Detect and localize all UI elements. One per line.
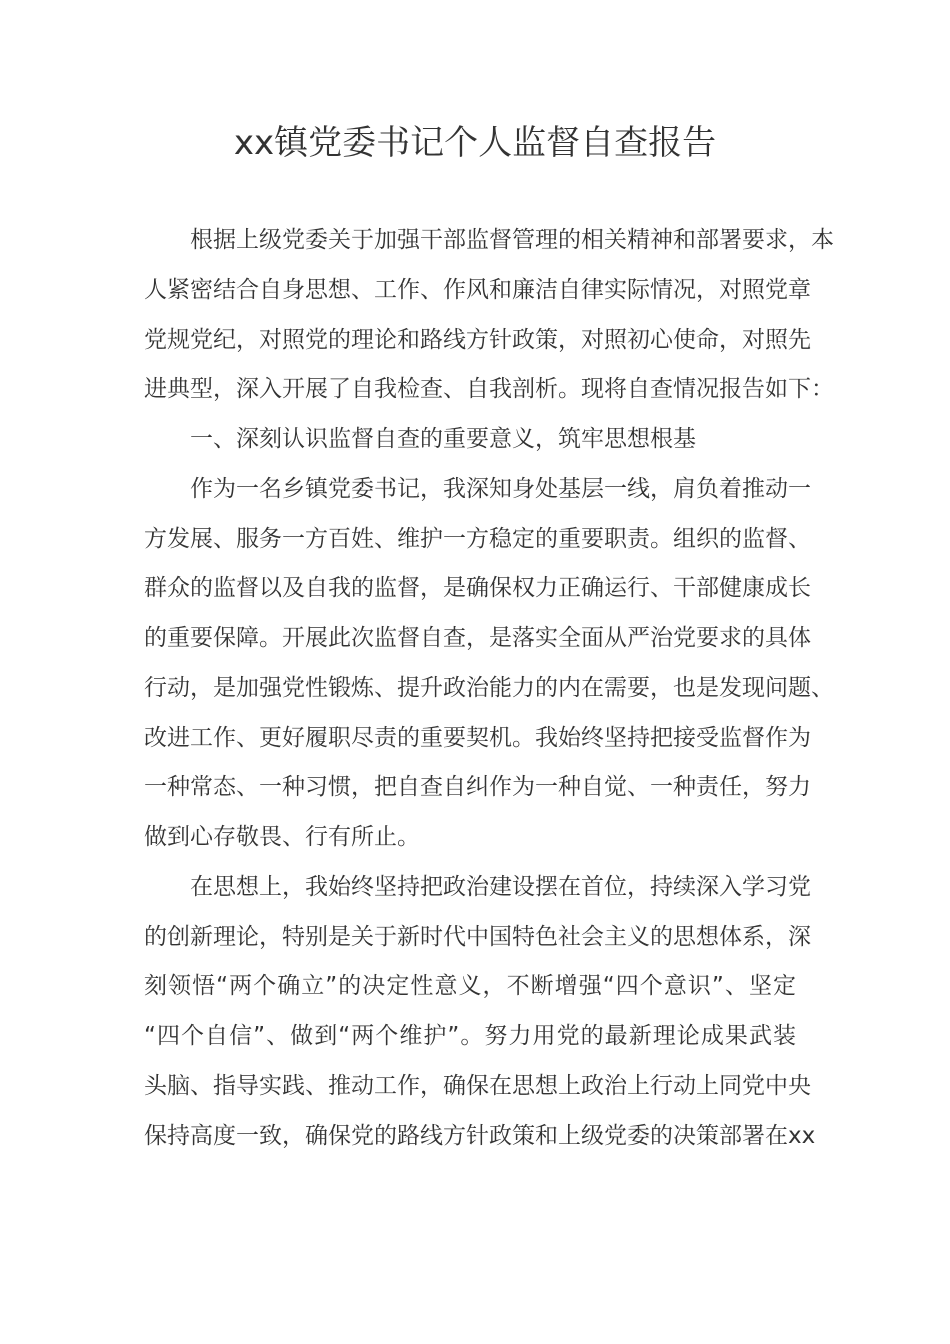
text-line: 刻领悟“两个确立”的决定性意义，不断增强“四个意识”、坚定: [144, 973, 796, 1000]
text-line: 党规党纪，对照党的理论和路线方针政策，对照初心使命，对照先: [144, 326, 811, 353]
section-heading: [144, 415, 796, 465]
text-line: 根据上级党委关于加强干部监督管理的相关精神和部署要求，本: [190, 227, 834, 253]
paragraph-duty: [144, 465, 834, 863]
text-line: 一种常态、一种习惯，把自查自纠作为一种自觉、一种责任，努力: [144, 774, 811, 801]
text-line: 的重要保障。开展此次监督自查，是落实全面从严治党要求的具体: [144, 625, 811, 651]
document-body: [144, 216, 834, 1161]
text-line: 行动，是加强党性锻炼、提升政治能力的内在需要，也是发现问题、: [144, 674, 834, 701]
document-title: xx镇党委书记个人监督自查报告: [233, 123, 717, 163]
text-line: 头脑、指导实践、推动工作，确保在思想上政治上行动上同党中央: [144, 1072, 811, 1099]
text-line: 改进工作、更好履职尽责的重要契机。我始终坚持把接受监督作为: [144, 724, 811, 751]
paragraph-thought: [144, 863, 816, 1162]
text-line: 在思想上，我始终坚持把政治建设摆在首位，持续深入学习党: [190, 873, 811, 900]
paragraph-intro: [144, 216, 834, 415]
text-line: 保持高度一致，确保党的路线方针政策和上级党委的决策部署在xx: [144, 1122, 816, 1149]
text-line: 一、深刻认识监督自查的重要意义，筑牢思想根基: [190, 426, 696, 452]
text-line: 进典型，深入开展了自我检查、自我剖析。现将自查情况报告如下：: [144, 376, 834, 403]
text-line: 人紧密结合自身思想、工作、作风和廉洁自律实际情况，对照党章: [144, 276, 811, 303]
text-line: 作为一名乡镇党委书记，我深知身处基层一线，肩负着推动一: [190, 475, 811, 502]
text-line: 的创新理论，特别是关于新时代中国特色社会主义的思想体系，深: [144, 923, 811, 950]
text-line: “四个自信”、做到“两个维护”。努力用党的最新理论成果武装: [144, 1023, 796, 1049]
text-line: 方发展、服务一方百姓、维护一方稳定的重要职责。组织的监督、: [144, 525, 811, 552]
text-line: 做到心存敬畏、行有所止。: [144, 824, 420, 850]
text-line: 群众的监督以及自我的监督，是确保权力正确运行、干部健康成长: [144, 575, 811, 602]
